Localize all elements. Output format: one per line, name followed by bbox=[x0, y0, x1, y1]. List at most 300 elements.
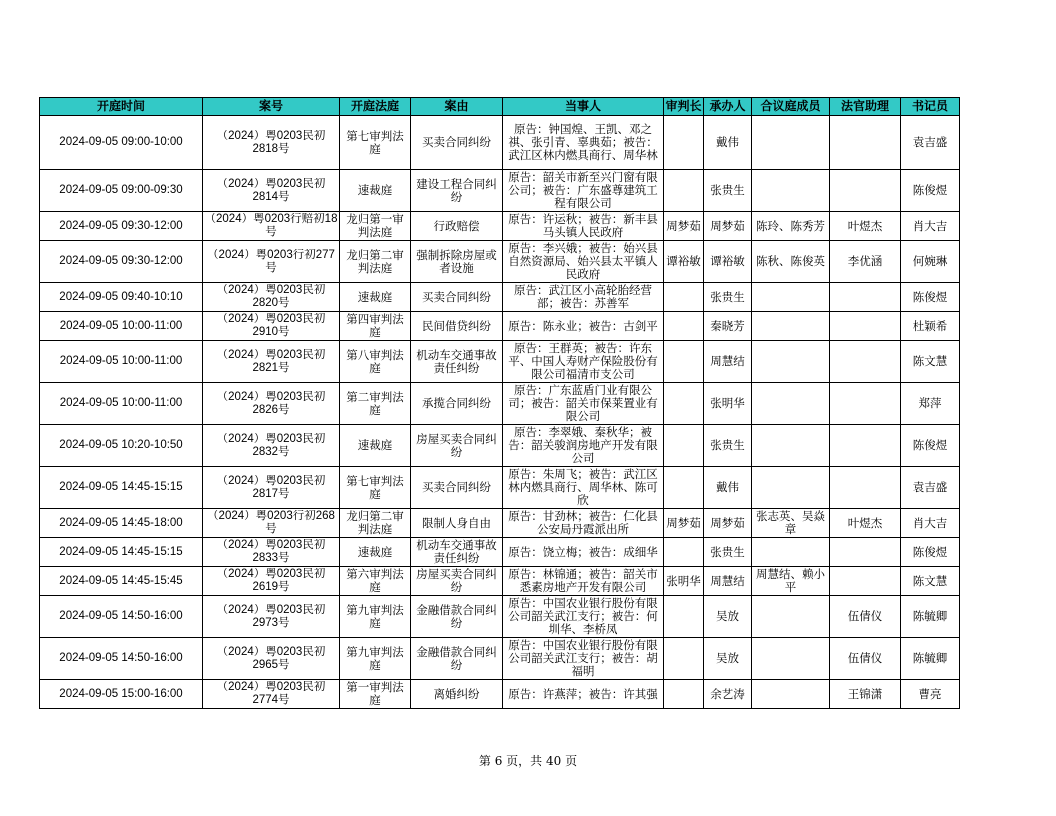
column-header: 审判长 bbox=[664, 98, 704, 116]
courtroom: 第六审判法庭 bbox=[346, 568, 404, 594]
presiding-judge-cell bbox=[664, 467, 704, 509]
case-cause: 机动车交通事故责任纠纷 bbox=[416, 539, 497, 565]
presiding-judge-cell bbox=[664, 509, 704, 538]
presiding-judge-cell bbox=[664, 212, 704, 241]
table-row bbox=[40, 341, 960, 383]
courtroom-cell bbox=[340, 212, 411, 241]
court-clerk: 郑萍 bbox=[918, 397, 942, 410]
courtroom-cell bbox=[340, 283, 411, 312]
court-clerk: 肖大吉 bbox=[912, 516, 948, 530]
court-clerk: 陈毓卿 bbox=[912, 652, 948, 665]
handling-judge: 秦晓芳 bbox=[710, 319, 745, 333]
case-cause-cell bbox=[411, 283, 503, 312]
parties: 原告：中国农业银行股份有限公司韶关武江支行；被告：何圳华、李桥凤 bbox=[508, 597, 658, 636]
parties-cell bbox=[503, 425, 664, 467]
case-cause-cell bbox=[411, 596, 503, 638]
hearing-time: 2024-09-05 10:20-10:50 bbox=[59, 439, 183, 451]
court-clerk-cell bbox=[901, 212, 960, 241]
presiding-judge-cell bbox=[664, 538, 704, 567]
hearing-time-cell bbox=[40, 283, 203, 312]
hearing-time: 2024-09-05 15:00-16:00 bbox=[59, 687, 183, 700]
case-number: （2024）粤0203民初2821号 bbox=[216, 348, 326, 374]
case-cause-cell bbox=[411, 638, 503, 680]
courtroom: 第八审判法庭 bbox=[346, 348, 404, 375]
case-number: （2024）粤0203民初2832号 bbox=[216, 432, 326, 458]
column-header: 开庭法庭 bbox=[340, 98, 411, 116]
panel-members-cell bbox=[752, 241, 830, 283]
table-row bbox=[40, 638, 960, 680]
judge-assistant-cell bbox=[830, 638, 901, 680]
panel-members: 陈玲、陈秀芳 bbox=[756, 219, 825, 233]
hearing-time-cell bbox=[40, 638, 203, 680]
parties-cell bbox=[503, 596, 664, 638]
case-number: （2024）粤0203民初2619号 bbox=[216, 568, 326, 593]
presiding-judge-cell bbox=[664, 680, 704, 709]
parties-cell bbox=[503, 312, 664, 341]
judge-assistant-cell bbox=[830, 212, 901, 241]
court-clerk-cell bbox=[901, 383, 960, 425]
handling-judge-cell bbox=[704, 596, 752, 638]
court-clerk: 袁吉盛 bbox=[912, 136, 948, 149]
courtroom: 龙归第一审判法庭 bbox=[346, 213, 404, 239]
presiding-judge-cell bbox=[664, 116, 704, 170]
handling-judge-cell bbox=[704, 425, 752, 467]
hearing-time-cell bbox=[40, 116, 203, 170]
case-cause: 强制拆除房屋或者设施 bbox=[416, 248, 497, 275]
case-cause: 金融借款合同纠纷 bbox=[416, 645, 497, 672]
hearing-time-cell bbox=[40, 596, 203, 638]
column-header: 书记员 bbox=[901, 98, 960, 116]
courtroom: 龙归第二审判法庭 bbox=[346, 510, 404, 536]
panel-members-cell bbox=[752, 283, 830, 312]
court-clerk: 陈文慧 bbox=[912, 574, 948, 588]
parties: 原告：韶关市新至兴门窗有限公司；被告：广东盛尊建筑工程有限公司 bbox=[508, 171, 658, 210]
case-number: （2024）粤0203民初2910号 bbox=[216, 313, 326, 338]
case-number: （2024）粤0203行赔初18号 bbox=[204, 213, 338, 238]
handling-judge: 周梦茹 bbox=[710, 219, 745, 233]
case-number-cell bbox=[203, 596, 340, 638]
hearing-time-cell bbox=[40, 383, 203, 425]
courtroom-cell bbox=[340, 341, 411, 383]
parties-cell bbox=[503, 680, 664, 709]
column-header: 法官助理 bbox=[830, 98, 901, 116]
hearing-time: 2024-09-05 09:30-12:00 bbox=[59, 219, 183, 232]
table-row bbox=[40, 680, 960, 709]
court-clerk: 陈文慧 bbox=[912, 355, 948, 368]
court-clerk: 何婉琳 bbox=[912, 255, 948, 268]
parties-cell bbox=[503, 509, 664, 538]
court-clerk-cell bbox=[901, 283, 960, 312]
case-cause-cell bbox=[411, 425, 503, 467]
hearing-time-cell bbox=[40, 170, 203, 212]
judge-assistant-cell bbox=[830, 425, 901, 467]
table-row bbox=[40, 116, 960, 170]
case-number: （2024）粤0203行初277号 bbox=[207, 248, 335, 274]
handling-judge: 张贵生 bbox=[710, 545, 745, 559]
judge-assistant: 王锦潇 bbox=[847, 687, 883, 701]
hearing-time: 2024-09-05 14:50-16:00 bbox=[59, 610, 183, 622]
judge-assistant-cell bbox=[830, 383, 901, 425]
parties-cell bbox=[503, 538, 664, 567]
case-number: （2024）粤0203民初2814号 bbox=[216, 177, 326, 203]
parties-cell bbox=[503, 467, 664, 509]
presiding-judge-cell bbox=[664, 341, 704, 383]
handling-judge-cell bbox=[704, 312, 752, 341]
parties: 原告：广东蓝盾门业有限公司；被告：韶关市保莱置业有限公司 bbox=[508, 384, 658, 423]
case-number: （2024）粤0203民初2817号 bbox=[216, 474, 326, 500]
courtroom: 速裁庭 bbox=[357, 439, 393, 452]
parties: 原告：饶立梅；被告：成细华 bbox=[508, 545, 658, 559]
column-header: 合议庭成员 bbox=[752, 98, 830, 116]
judge-assistant: 叶煜杰 bbox=[847, 516, 883, 530]
presiding-judge-cell bbox=[664, 312, 704, 341]
case-cause: 买卖合同纠纷 bbox=[422, 481, 491, 494]
courtroom: 速裁庭 bbox=[357, 184, 393, 197]
judge-assistant: 李优涵 bbox=[847, 255, 883, 268]
handling-judge: 周梦茹 bbox=[710, 516, 745, 530]
court-clerk: 陈俊煜 bbox=[912, 290, 948, 304]
table-row bbox=[40, 596, 960, 638]
handling-judge-cell bbox=[704, 283, 752, 312]
parties: 原告：许运秋；被告：新丰县马头镇人民政府 bbox=[508, 213, 658, 239]
case-number-cell bbox=[203, 425, 340, 467]
case-number-cell bbox=[203, 341, 340, 383]
case-cause-cell bbox=[411, 680, 503, 709]
column-header: 承办人 bbox=[704, 98, 752, 116]
handling-judge: 谭裕敏 bbox=[710, 255, 745, 268]
case-cause: 承揽合同纠纷 bbox=[422, 397, 491, 410]
table-row bbox=[40, 467, 960, 509]
judge-assistant: 叶煜杰 bbox=[847, 219, 883, 233]
judge-assistant-cell bbox=[830, 680, 901, 709]
case-cause: 买卖合同纠纷 bbox=[422, 290, 491, 304]
handling-judge: 余艺涛 bbox=[710, 687, 745, 701]
courtroom-cell bbox=[340, 567, 411, 596]
courtroom-cell bbox=[340, 170, 411, 212]
courtroom: 龙归第二审判法庭 bbox=[346, 248, 404, 275]
case-cause-cell bbox=[411, 509, 503, 538]
case-cause-cell bbox=[411, 467, 503, 509]
courtroom-cell bbox=[340, 638, 411, 680]
presiding-judge-cell bbox=[664, 283, 704, 312]
court-clerk-cell bbox=[901, 425, 960, 467]
presiding-judge: 周梦茹 bbox=[666, 516, 701, 530]
courtroom: 第九审判法庭 bbox=[346, 603, 404, 630]
case-cause: 机动车交通事故责任纠纷 bbox=[416, 348, 497, 375]
court-clerk-cell bbox=[901, 116, 960, 170]
case-number: （2024）粤0203民初2833号 bbox=[216, 539, 326, 564]
case-number: （2024）粤0203民初2774号 bbox=[216, 681, 326, 706]
panel-members: 陈秋、陈俊英 bbox=[756, 255, 825, 268]
table-row bbox=[40, 383, 960, 425]
courtroom: 第一审判法庭 bbox=[346, 681, 404, 707]
judge-assistant-cell bbox=[830, 116, 901, 170]
case-cause: 房屋买卖合同纠纷 bbox=[416, 432, 497, 459]
case-cause-cell bbox=[411, 538, 503, 567]
hearing-time-cell bbox=[40, 467, 203, 509]
panel-members-cell bbox=[752, 312, 830, 341]
handling-judge-cell bbox=[704, 538, 752, 567]
table-row bbox=[40, 283, 960, 312]
judge-assistant-cell bbox=[830, 241, 901, 283]
handling-judge: 戴伟 bbox=[716, 136, 739, 149]
courtroom-cell bbox=[340, 312, 411, 341]
case-number-cell bbox=[203, 509, 340, 538]
parties-cell bbox=[503, 241, 664, 283]
case-cause: 买卖合同纠纷 bbox=[422, 136, 491, 149]
case-cause: 建设工程合同纠纷 bbox=[416, 177, 497, 204]
panel-members-cell bbox=[752, 567, 830, 596]
panel-members-cell bbox=[752, 341, 830, 383]
parties: 原告：李兴娥；被告：始兴县自然资源局、始兴县太平镇人民政府 bbox=[508, 242, 658, 281]
hearing-time-cell bbox=[40, 538, 203, 567]
panel-members-cell bbox=[752, 116, 830, 170]
parties: 原告：陈永业；被告：古剑平 bbox=[508, 319, 658, 333]
case-cause: 金融借款合同纠纷 bbox=[416, 603, 497, 630]
court-clerk: 袁吉盛 bbox=[912, 481, 948, 494]
handling-judge: 吴放 bbox=[716, 652, 739, 665]
parties: 原告：朱周飞；被告：武江区林内燃具商行、周华林、陈可欣 bbox=[508, 468, 658, 507]
handling-judge-cell bbox=[704, 341, 752, 383]
court-clerk-cell bbox=[901, 341, 960, 383]
court-clerk-cell bbox=[901, 509, 960, 538]
parties: 原告：王群英；被告：许东平、中国人寿财产保险股份有限公司福清市支公司 bbox=[508, 342, 658, 381]
handling-judge-cell bbox=[704, 212, 752, 241]
judge-assistant: 伍倩仪 bbox=[847, 652, 883, 665]
presiding-judge-cell bbox=[664, 241, 704, 283]
case-number-cell bbox=[203, 283, 340, 312]
presiding-judge-cell bbox=[664, 567, 704, 596]
court-clerk: 陈俊煜 bbox=[912, 439, 948, 452]
hearing-time: 2024-09-05 14:45-18:00 bbox=[59, 516, 183, 529]
parties-cell bbox=[503, 212, 664, 241]
handling-judge-cell bbox=[704, 116, 752, 170]
courtroom-cell bbox=[340, 680, 411, 709]
case-cause: 民间借贷纠纷 bbox=[422, 319, 491, 333]
table-row bbox=[40, 312, 960, 341]
court-clerk-cell bbox=[901, 312, 960, 341]
panel-members-cell bbox=[752, 538, 830, 567]
handling-judge-cell bbox=[704, 383, 752, 425]
handling-judge-cell bbox=[704, 170, 752, 212]
parties: 原告：武江区小高轮胎经营部；被告：苏善军 bbox=[514, 284, 652, 310]
court-clerk-cell bbox=[901, 538, 960, 567]
parties-cell bbox=[503, 170, 664, 212]
handling-judge-cell bbox=[704, 567, 752, 596]
court-clerk: 陈毓卿 bbox=[912, 610, 948, 623]
hearing-time: 2024-09-05 09:30-12:00 bbox=[59, 255, 183, 267]
handling-judge: 张贵生 bbox=[710, 290, 745, 304]
handling-judge-cell bbox=[704, 509, 752, 538]
table-row bbox=[40, 509, 960, 538]
case-cause-cell bbox=[411, 383, 503, 425]
judge-assistant: 伍倩仪 bbox=[847, 610, 883, 623]
court-clerk-cell bbox=[901, 467, 960, 509]
panel-members: 张志英、吴焱章 bbox=[756, 510, 825, 536]
handling-judge-cell bbox=[704, 680, 752, 709]
hearing-time: 2024-09-05 10:00-11:00 bbox=[59, 319, 183, 332]
court-clerk-cell bbox=[901, 241, 960, 283]
panel-members-cell bbox=[752, 383, 830, 425]
court-clerk-cell bbox=[901, 170, 960, 212]
court-clerk-cell bbox=[901, 596, 960, 638]
judge-assistant-cell bbox=[830, 596, 901, 638]
case-number-cell bbox=[203, 567, 340, 596]
judge-assistant-cell bbox=[830, 538, 901, 567]
parties-cell bbox=[503, 638, 664, 680]
hearing-time: 2024-09-05 09:00-09:30 bbox=[59, 184, 183, 196]
judge-assistant-cell bbox=[830, 467, 901, 509]
judge-assistant-cell bbox=[830, 312, 901, 341]
column-header: 案由 bbox=[411, 98, 503, 116]
case-cause: 离婚纠纷 bbox=[433, 687, 480, 701]
court-clerk-cell bbox=[901, 680, 960, 709]
case-number-cell bbox=[203, 241, 340, 283]
hearing-time-cell bbox=[40, 212, 203, 241]
handling-judge: 周慧结 bbox=[710, 355, 745, 368]
case-number: （2024）粤0203行初268号 bbox=[207, 510, 335, 535]
hearing-time-cell bbox=[40, 312, 203, 341]
parties-cell bbox=[503, 567, 664, 596]
case-cause: 限制人身自由 bbox=[422, 516, 491, 530]
hearing-time: 2024-09-05 10:00-11:00 bbox=[59, 355, 183, 367]
case-cause-cell bbox=[411, 212, 503, 241]
panel-members: 周慧结、赖小平 bbox=[756, 568, 825, 594]
court-clerk: 曹亮 bbox=[918, 687, 942, 701]
parties: 原告：李翠娥、秦秋华；被告：韶关骏润房地产开发有限公司 bbox=[508, 426, 658, 465]
parties-cell bbox=[503, 283, 664, 312]
case-cause: 行政赔偿 bbox=[433, 219, 480, 233]
presiding-judge-cell bbox=[664, 425, 704, 467]
column-header: 开庭时间 bbox=[40, 98, 203, 116]
courtroom-cell bbox=[340, 425, 411, 467]
case-cause: 房屋买卖合同纠纷 bbox=[416, 568, 497, 594]
handling-judge: 周慧结 bbox=[710, 574, 745, 588]
presiding-judge-cell bbox=[664, 596, 704, 638]
case-cause-cell bbox=[411, 241, 503, 283]
panel-members-cell bbox=[752, 680, 830, 709]
panel-members-cell bbox=[752, 425, 830, 467]
case-number-cell bbox=[203, 383, 340, 425]
court-clerk: 肖大吉 bbox=[912, 219, 948, 233]
parties: 原告：钟国煌、王凯、邓之祺、张引青、辜典茹；被告：武江区林内燃具商行、周华林 bbox=[508, 123, 658, 162]
parties-cell bbox=[503, 383, 664, 425]
case-number-cell bbox=[203, 538, 340, 567]
judge-assistant-cell bbox=[830, 567, 901, 596]
courtroom-cell bbox=[340, 241, 411, 283]
handling-judge: 张贵生 bbox=[710, 184, 745, 197]
case-cause-cell bbox=[411, 170, 503, 212]
courtroom-cell bbox=[340, 383, 411, 425]
handling-judge: 戴伟 bbox=[716, 481, 739, 494]
courtroom: 第七审判法庭 bbox=[346, 474, 404, 501]
hearing-time: 2024-09-05 09:40-10:10 bbox=[59, 290, 183, 303]
court-clerk-cell bbox=[901, 567, 960, 596]
case-number: （2024）粤0203民初2965号 bbox=[216, 645, 326, 671]
courtroom: 第四审判法庭 bbox=[346, 313, 404, 339]
courtroom: 第二审判法庭 bbox=[346, 390, 404, 417]
presiding-judge-cell bbox=[664, 638, 704, 680]
parties: 原告：甘劲林；被告：仁化县公安局丹霞派出所 bbox=[508, 510, 658, 536]
table-row bbox=[40, 212, 960, 241]
judge-assistant-cell bbox=[830, 509, 901, 538]
case-number: （2024）粤0203民初2818号 bbox=[216, 129, 326, 155]
courtroom: 第九审判法庭 bbox=[346, 645, 404, 672]
court-clerk: 杜颖希 bbox=[912, 319, 948, 333]
courtroom-cell bbox=[340, 509, 411, 538]
judge-assistant-cell bbox=[830, 283, 901, 312]
column-header: 当事人 bbox=[503, 98, 664, 116]
handling-judge: 张贵生 bbox=[710, 439, 745, 452]
hearing-time: 2024-09-05 09:00-10:00 bbox=[59, 136, 183, 148]
table-row bbox=[40, 538, 960, 567]
presiding-judge: 谭裕敏 bbox=[666, 255, 701, 268]
hearing-time-cell bbox=[40, 241, 203, 283]
judge-assistant-cell bbox=[830, 170, 901, 212]
courtroom-cell bbox=[340, 596, 411, 638]
case-cause-cell bbox=[411, 567, 503, 596]
handling-judge-cell bbox=[704, 241, 752, 283]
case-number-cell bbox=[203, 212, 340, 241]
courtroom-cell bbox=[340, 467, 411, 509]
court-clerk: 陈俊煜 bbox=[912, 184, 948, 197]
parties: 原告：林锦通；被告：韶关市悉素房地产开发有限公司 bbox=[508, 568, 658, 594]
hearing-time-cell bbox=[40, 425, 203, 467]
handling-judge-cell bbox=[704, 467, 752, 509]
case-cause-cell bbox=[411, 341, 503, 383]
parties-cell bbox=[503, 341, 664, 383]
hearing-time-cell bbox=[40, 341, 203, 383]
court-clerk: 陈俊煜 bbox=[912, 545, 948, 559]
court-schedule-table bbox=[39, 97, 960, 709]
hearing-time-cell bbox=[40, 680, 203, 709]
courtroom: 第七审判法庭 bbox=[346, 129, 404, 156]
table-row bbox=[40, 567, 960, 596]
panel-members-cell bbox=[752, 638, 830, 680]
judge-assistant-cell bbox=[830, 341, 901, 383]
case-number-cell bbox=[203, 170, 340, 212]
courtroom-cell bbox=[340, 116, 411, 170]
panel-members-cell bbox=[752, 467, 830, 509]
case-number-cell bbox=[203, 638, 340, 680]
handling-judge: 吴放 bbox=[716, 610, 739, 623]
parties-cell bbox=[503, 116, 664, 170]
courtroom-cell bbox=[340, 538, 411, 567]
hearing-time: 2024-09-05 14:45-15:15 bbox=[59, 481, 183, 493]
handling-judge: 张明华 bbox=[710, 397, 745, 410]
column-header: 案号 bbox=[203, 98, 340, 116]
table-header-row bbox=[40, 98, 960, 116]
presiding-judge: 周梦茹 bbox=[666, 219, 701, 233]
handling-judge-cell bbox=[704, 638, 752, 680]
hearing-time: 2024-09-05 14:45-15:45 bbox=[59, 574, 183, 587]
presiding-judge-cell bbox=[664, 170, 704, 212]
case-number: （2024）粤0203民初2973号 bbox=[216, 603, 326, 629]
courtroom: 速裁庭 bbox=[357, 290, 393, 304]
case-number-cell bbox=[203, 116, 340, 170]
page-number: 第 6 页，共 40 页 bbox=[478, 754, 578, 768]
case-cause-cell bbox=[411, 312, 503, 341]
hearing-time-cell bbox=[40, 509, 203, 538]
table-row bbox=[40, 170, 960, 212]
hearing-time: 2024-09-05 14:45-15:15 bbox=[59, 545, 183, 558]
court-clerk-cell bbox=[901, 638, 960, 680]
case-number-cell bbox=[203, 680, 340, 709]
panel-members-cell bbox=[752, 212, 830, 241]
hearing-time-cell bbox=[40, 567, 203, 596]
case-number: （2024）粤0203民初2820号 bbox=[216, 284, 326, 309]
parties: 原告：中国农业银行股份有限公司韶关武江支行；被告：胡福明 bbox=[508, 639, 658, 678]
